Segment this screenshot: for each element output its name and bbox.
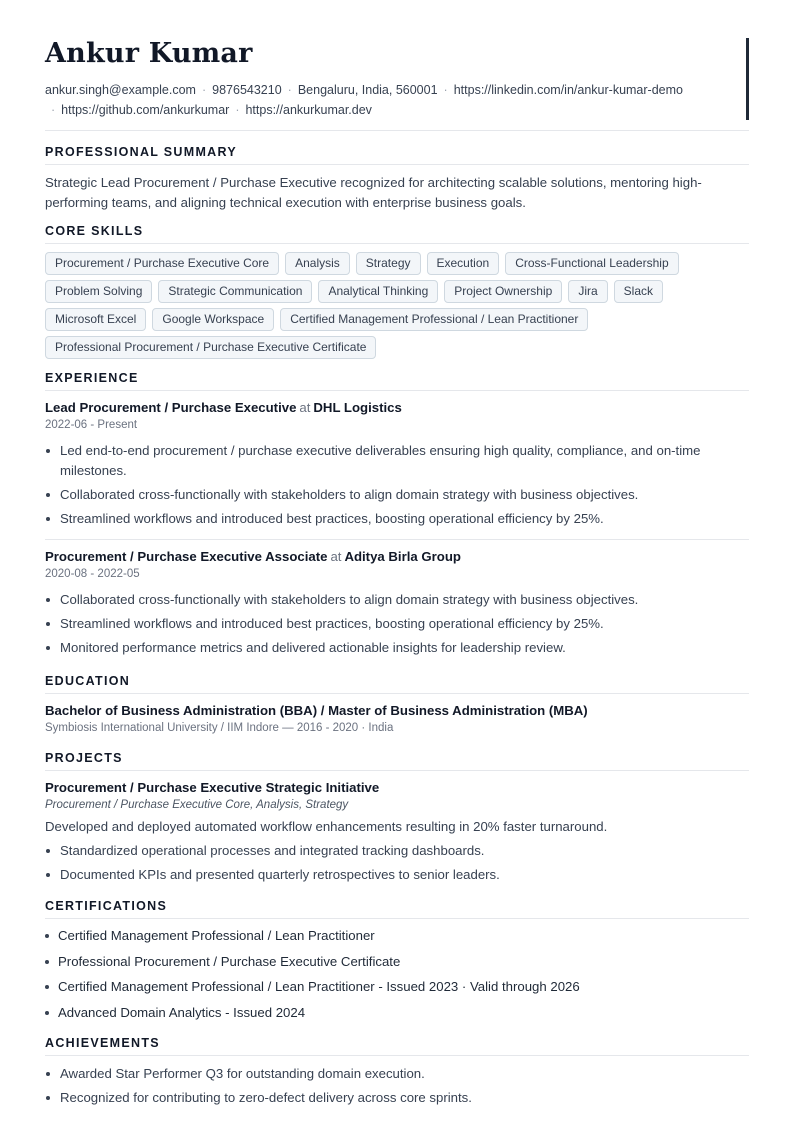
achievement-item: Awarded Star Performer Q3 for outstanding domain execution. [45,1064,749,1084]
project-tech: Procurement / Purchase Executive Core, Analysis, Strategy [45,799,349,811]
section-title: EXPERIENCE [45,371,749,391]
education-meta: Symbiosis International University / IIM Indore — 2016 - 2020 · India [45,722,394,734]
job-bullets [45,441,749,529]
project-bullet: Documented KPIs and presented quarterly retrospectives to senior leaders. [45,865,749,885]
achievements-section [45,1036,749,1112]
job-dates: 2020-08 - 2022-05 [45,568,140,580]
skill-chip: Analytical Thinking [318,280,438,303]
linkedin-link[interactable]: https://linkedin.com/in/ankur-kumar-demo [453,83,683,97]
job-company: Aditya Birla Group [344,549,461,564]
job-role: Lead Procurement / Purchase Executive [45,400,297,415]
job-divider [45,539,749,540]
skills-section [45,224,749,359]
job-entry [45,399,749,529]
location-text: Bengaluru, India, 560001 [297,83,438,97]
skill-chip: Strategic Communication [158,280,312,303]
certification-item: Certified Management Professional / Lean Practitioner [45,926,749,946]
section-title: PROJECTS [45,751,749,771]
certification-list [45,926,749,1023]
separator: · [235,103,240,117]
separator: · [201,83,207,97]
experience-section [45,371,749,662]
project-description: Developed and deployed automated workflow enhancements resulting in 20% faster turnaround. [45,819,608,834]
job-dates: 2022-06 - Present [45,419,138,431]
skill-chip: Problem Solving [45,280,152,303]
job-entry [45,548,749,658]
resume-page [45,0,749,1105]
skill-chip: Cross-Functional Leadership [505,252,678,275]
skills-chip-list [45,252,685,359]
skill-chip: Project Ownership [444,280,562,303]
project-bullet: Standardized operational processes and integrated tracking dashboards. [45,841,749,861]
certification-item: Certified Management Professional / Lean Practitioner - Issued 2023 · Valid through 2026 [45,977,749,997]
job-heading [45,399,749,417]
project-title: Procurement / Purchase Executive Strategic Initiative [45,780,380,795]
job-bullets [45,590,749,658]
email-link[interactable]: ankur.singh@example.com [45,83,196,97]
projects-section [45,751,749,889]
section-title: CORE SKILLS [45,224,749,244]
certification-item: Advanced Domain Analytics - Issued 2024 [45,1003,749,1023]
job-bullet: Led end-to-end procurement / purchase executive deliverables ensuring high quality, compliance, and on-time milestones. [45,441,749,481]
skill-chip: Google Workspace [152,308,274,331]
skill-chip: Slack [614,280,663,303]
degree-title: Bachelor of Business Administration (BBA) / Master of Business Administration (MBA) [45,703,588,718]
header-accent-bar [746,38,749,120]
job-bullet: Monitored performance metrics and delivered actionable insights for leadership review. [45,638,749,658]
job-at: at [330,549,342,564]
education-section [45,674,749,736]
skill-chip: Strategy [356,252,421,275]
summary-text: Strategic Lead Procurement / Purchase Executive recognized for architecting scalable solutions, mentoring high-performing teams, and aligning technical execution with enterprise business goals. [45,175,702,210]
achievement-list [45,1064,749,1108]
phone-text: 9876543210 [212,83,282,97]
separator: · [287,83,292,97]
skill-chip: Professional Procurement / Purchase Executive Certificate [45,336,376,359]
github-link[interactable]: https://github.com/ankurkumar [61,103,230,117]
job-bullet: Collaborated cross-functionally with stakeholders to align domain strategy with business objectives. [45,590,749,610]
certifications-section [45,899,749,1028]
section-title: PROFESSIONAL SUMMARY [45,145,749,165]
job-company: DHL Logistics [313,400,402,415]
skill-chip: Procurement / Purchase Executive Core [45,252,279,275]
skill-chip: Execution [427,252,500,275]
job-role: Procurement / Purchase Executive Associate [45,549,328,564]
job-at: at [299,400,311,415]
contact-line [45,80,735,120]
skill-chip: Jira [568,280,607,303]
achievement-item: Recognized for contributing to zero-defect delivery across core sprints. [45,1088,749,1108]
website-link[interactable]: https://ankurkumar.dev [245,103,372,117]
job-bullet: Collaborated cross-functionally with stakeholders to align domain strategy with business objectives. [45,485,749,505]
section-title: ACHIEVEMENTS [45,1036,749,1056]
section-title: CERTIFICATIONS [45,899,749,919]
job-bullet: Streamlined workflows and introduced best practices, boosting operational efficiency by 25%. [45,509,749,529]
certification-item: Professional Procurement / Purchase Executive Certificate [45,952,749,972]
skill-chip: Microsoft Excel [45,308,146,331]
job-bullet: Streamlined workflows and introduced best practices, boosting operational efficiency by 25%. [45,614,749,634]
separator: · [51,103,56,117]
summary-section [45,145,749,213]
project-bullets [45,841,749,885]
resume-header [45,0,749,131]
skill-chip: Certified Management Professional / Lean Practitioner [280,308,588,331]
separator: · [443,83,448,97]
candidate-name: Ankur Kumar [45,38,253,69]
job-heading [45,548,749,566]
section-title: EDUCATION [45,674,749,694]
skill-chip: Analysis [285,252,350,275]
